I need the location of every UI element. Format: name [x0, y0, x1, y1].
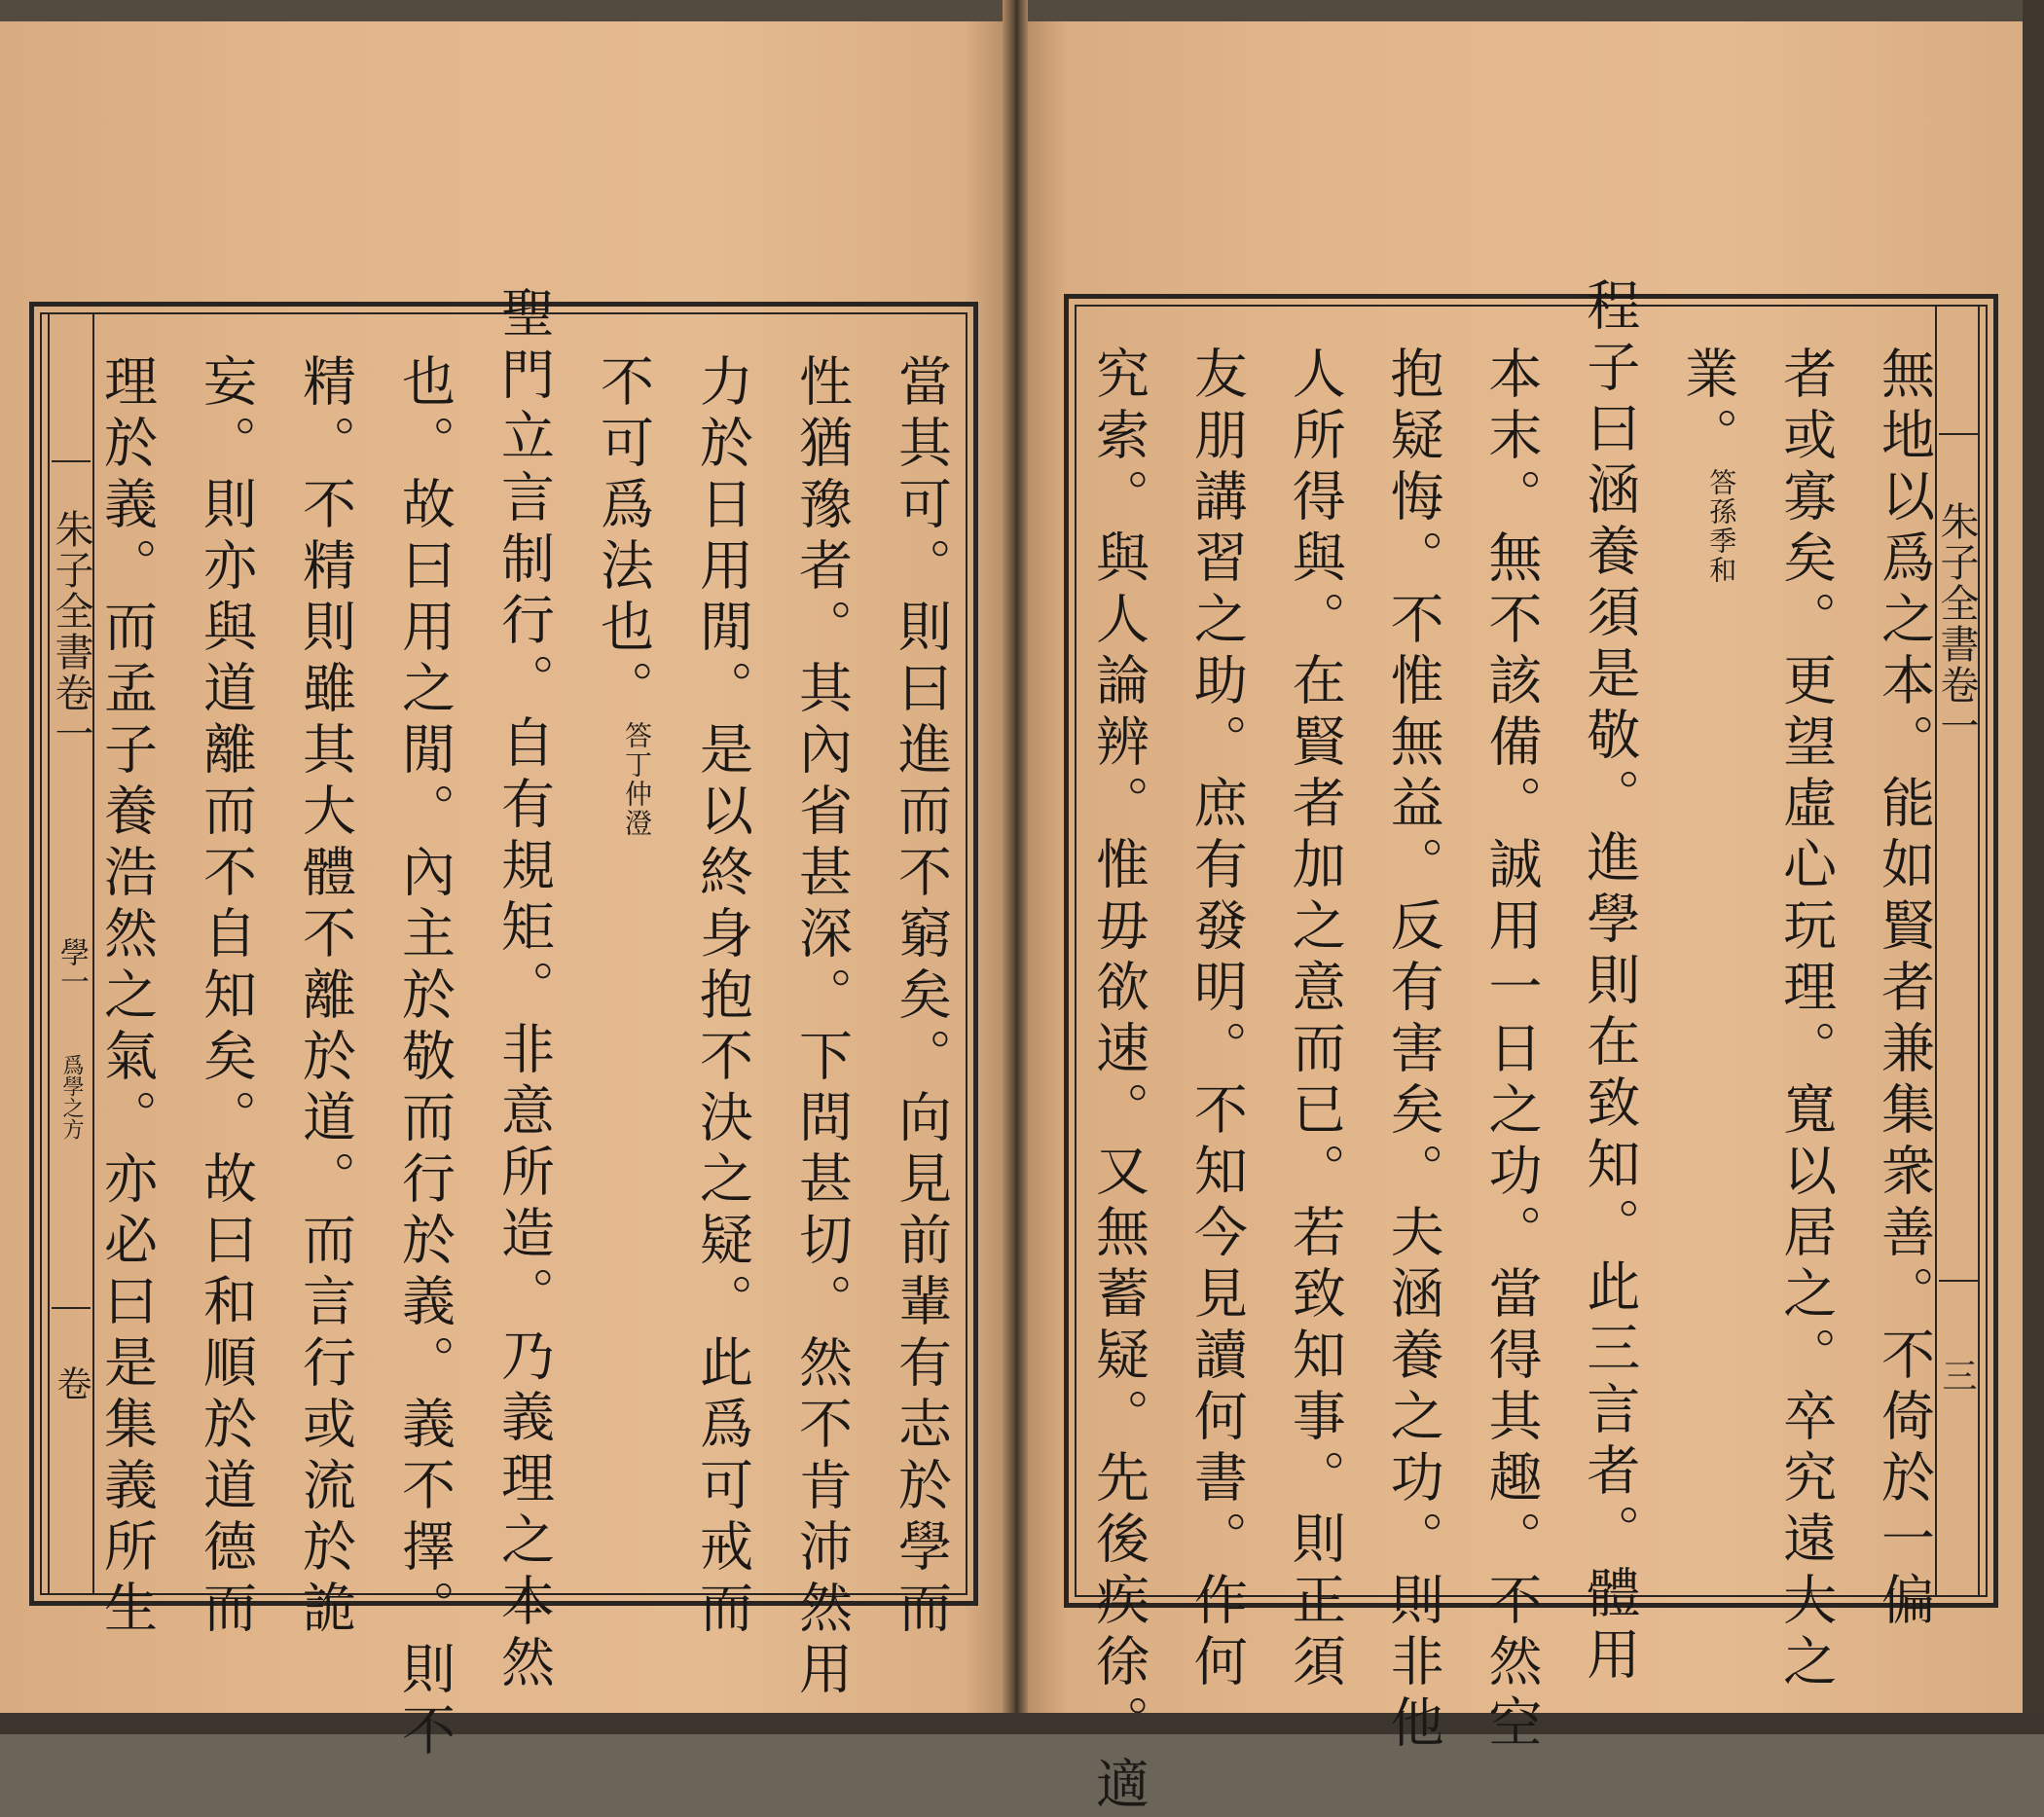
column-text: 業。	[1676, 345, 1739, 468]
text-column	[1676, 345, 1739, 1581]
book-gutter	[1003, 0, 1028, 1734]
right-page-frame	[1064, 277, 1998, 1817]
text-column	[1873, 345, 1935, 1633]
column-text: 力於日用閒。是以終身抱不決之疑。此爲可戒而	[691, 353, 753, 1641]
text-column	[195, 353, 257, 1641]
column-text: 者或寡矣。更望虛心玩理。寬以居之。卒究遠大之	[1774, 345, 1838, 1694]
text-column	[1479, 345, 1543, 1756]
margin-page-label: 卷	[52, 1365, 91, 1400]
text-column	[1087, 345, 1150, 1817]
margin-book-title: 朱子全書卷一	[1934, 501, 1979, 746]
text-column	[790, 353, 853, 1702]
text-column	[1381, 345, 1444, 1756]
column-text: 人所得與。在賢者加之意而已。若致知事。則正須	[1283, 345, 1346, 1694]
margin-section: 學一	[55, 937, 89, 996]
interlinear-note: 答丁仲澄	[621, 721, 653, 838]
column-text: 聖門立言制行。自有規矩。非意所造。乃義理之本然	[493, 285, 555, 1695]
column-text: 友朋講習之助。庶有發明。不知今見讀何書。作何	[1185, 345, 1248, 1694]
text-column	[592, 353, 654, 1589]
margin-page-number: 三	[1937, 1358, 1977, 1393]
text-column	[493, 285, 555, 1695]
right-gutter-shadow	[1028, 21, 1067, 1715]
interlinear-note: 答孫季和	[1705, 468, 1738, 585]
right-page-center-margin	[1935, 307, 1980, 1595]
text-column	[691, 353, 753, 1641]
column-text: 性猶豫者。其內省甚深。下問甚切。然不肯沛然用	[790, 353, 853, 1702]
column-text: 精。不精則雖其大體不離於道。而言行或流於詭	[294, 353, 356, 1641]
left-page-text-columns	[95, 285, 952, 1763]
text-column	[1774, 345, 1838, 1694]
right-page-inner-border	[1075, 277, 1988, 1817]
column-text: 不可爲法也。	[592, 353, 654, 721]
text-column	[1185, 345, 1248, 1694]
margin-subsection: 爲學之方	[59, 1054, 84, 1140]
column-text: 本末。無不該備。誠用一日之功。當得其趣。不然空	[1479, 345, 1543, 1756]
column-text: 究索。與人論辨。惟毋欲速。又無蓄疑。先後疾徐。適	[1087, 345, 1150, 1817]
text-column	[1578, 277, 1641, 1688]
right-page-text-columns	[1087, 277, 1935, 1817]
margin-book-title: 朱子全書卷一	[49, 509, 93, 754]
text-column	[393, 353, 456, 1763]
text-column	[95, 353, 158, 1641]
left-page-frame	[29, 285, 978, 1763]
column-text: 妄。則亦與道離而不自知矣。故曰和順於道德而	[195, 353, 257, 1641]
left-page-inner-border	[40, 285, 967, 1763]
text-column	[890, 353, 952, 1641]
right-background-strip	[2023, 0, 2044, 1734]
column-text: 無地以爲之本。能如賢者兼集衆善。不倚於一偏	[1873, 345, 1935, 1633]
column-text: 也。故曰用之閒。內主於敬而行於義。義不擇。則不	[393, 353, 456, 1763]
bottom-background-strip	[0, 1713, 2044, 1734]
left-page-center-margin	[48, 314, 94, 1593]
fishtail-mark-bottom	[52, 1307, 91, 1309]
fishtail-mark-top	[1939, 433, 1978, 435]
column-text: 當其可。則曰進而不窮矣。向見前輩有志於學而	[890, 353, 952, 1641]
column-text: 抱疑悔。不惟無益。反有害矣。夫涵養之功。則非他	[1381, 345, 1444, 1756]
column-text: 程子曰涵養須是敬。進學則在致知。此三言者。體用	[1578, 277, 1641, 1688]
column-text: 理於義。而孟子養浩然之氣。亦必曰是集義所生	[95, 353, 158, 1641]
fishtail-mark-bottom	[1939, 1280, 1978, 1282]
fishtail-mark-top	[52, 460, 91, 462]
text-column	[294, 353, 356, 1641]
text-column	[1283, 345, 1346, 1694]
